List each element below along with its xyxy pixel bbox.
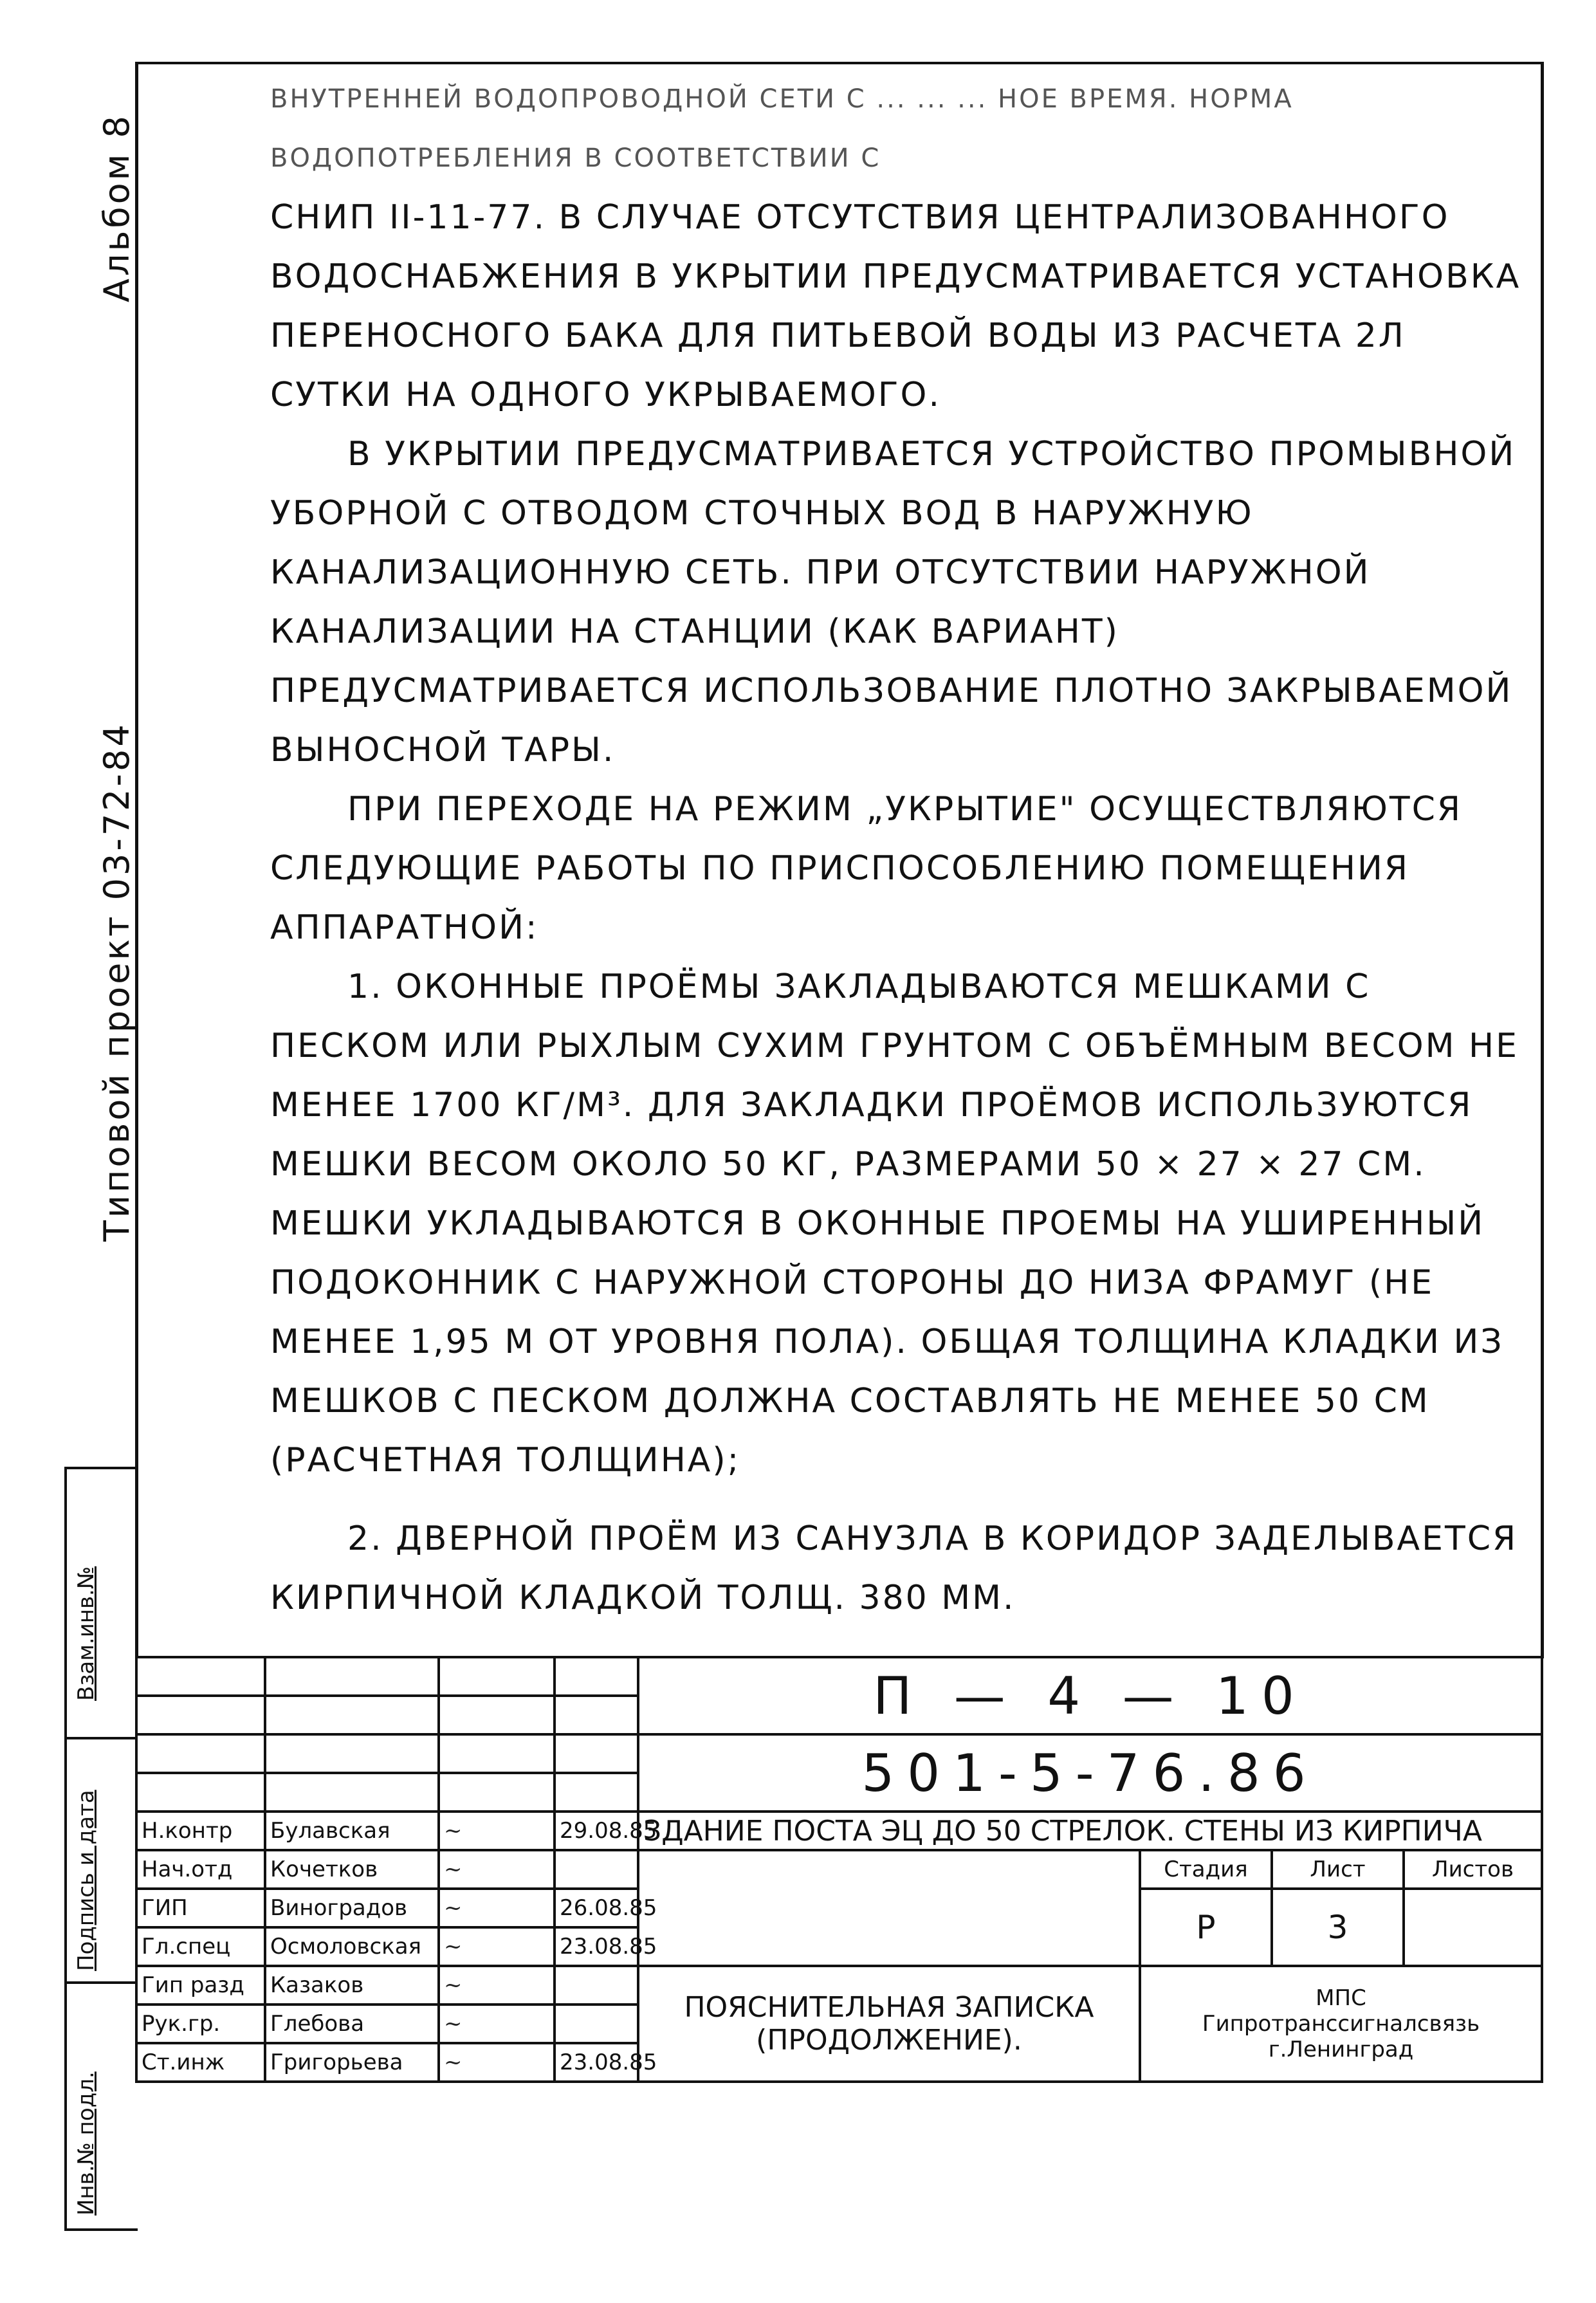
date-cell: 26.08.85 bbox=[555, 1889, 638, 1927]
name-cell: Кочетков bbox=[265, 1850, 439, 1889]
paragraph-4: 1. ОКОННЫЕ ПРОЁМЫ ЗАКЛАДЫВАЮТСЯ МЕШКАМИ С ПЕСКОМ ИЛИ РЫХЛЫМ СУХИМ ГРУНТОМ С ОБЪЁМНЫМ ВЕСОМ НЕ МЕНЕЕ 1700 КГ/М³. ДЛЯ ЗАКЛАДКИ ПРОЁМОВ ИСПОЛЬЗУЮТСЯ МЕШКИ ВЕСОМ ОКОЛО 50 КГ, РАЗМЕРАМИ 50 × 27 × 27 СМ. МЕШКИ УКЛАДЫВАЮТСЯ В ОКОННЫЕ ПРОЕМЫ НА УШИРЕННЫЙ ПОДОКОННИК С НАРУЖНОЙ СТОРОНЫ ДО НИЗА ФРАМУГ (НЕ МЕНЕЕ 1,95 М ОТ УРОВНЯ ПОЛА). ОБЩАЯ ТОЛЩИНА КЛАДКИ ИЗ МЕШКОВ С ПЕСКОМ ДОЛЖНА СОСТАВЛЯТЬ НЕ МЕНЕЕ 50 СМ (РАСЧЕТНАЯ ТОЛЩИНА); bbox=[270, 968, 1519, 1480]
name-cell: Григорьева bbox=[265, 2043, 439, 2082]
role-cell: Ст.инж bbox=[136, 2043, 265, 2082]
signature: ~ bbox=[439, 1927, 555, 1966]
organization-cell bbox=[1140, 1966, 1542, 2082]
sheets-label: Листов bbox=[1404, 1850, 1542, 1889]
empty-cell bbox=[555, 1734, 638, 1773]
org-name: Гипротранссигналсвязь bbox=[1202, 2011, 1480, 2037]
date-cell: 23.08.85 bbox=[555, 2043, 638, 2082]
role-cell: Нач.отд bbox=[136, 1850, 265, 1889]
date-cell bbox=[555, 2005, 638, 2043]
empty-cell bbox=[555, 1657, 638, 1696]
empty-cell bbox=[638, 1850, 1140, 1966]
empty-cell bbox=[555, 1773, 638, 1812]
org-city: г.Ленинград bbox=[1268, 2037, 1414, 2062]
signature: ~ bbox=[439, 1966, 555, 2005]
doc-name-cell bbox=[638, 1966, 1140, 2082]
name-cell: Казаков bbox=[265, 1966, 439, 2005]
signature: ~ bbox=[439, 1812, 555, 1850]
date-cell bbox=[555, 1850, 638, 1889]
stage-label: Стадия bbox=[1140, 1850, 1272, 1889]
empty-cell bbox=[136, 1657, 265, 1696]
empty-cell bbox=[136, 1696, 265, 1734]
name-cell: Осмоловская bbox=[265, 1927, 439, 1966]
album-label: Альбом 8 bbox=[96, 113, 137, 302]
paragraph-0: ВНУТРЕННЕЙ ВОДОПРОВОДНОЙ СЕТИ С ... ... ... НОЕ ВРЕМЯ. НОРМА ВОДОПОТРЕБЛЕНИЯ В СООТВЕТСТВИИ С bbox=[270, 84, 1294, 173]
doc-subname: (ПРОДОЛЖЕНИЕ). bbox=[756, 2024, 1022, 2057]
paragraph-5: 2. ДВЕРНОЙ ПРОЁМ ИЗ САНУЗЛА В КОРИДОР ЗАДЕЛЫВАЕТСЯ КИРПИЧНОЙ КЛАДКОЙ ТОЛЩ. 380 ММ. bbox=[270, 1519, 1518, 1617]
body-text bbox=[270, 69, 1525, 1628]
left-stamp-strip bbox=[64, 1467, 135, 2303]
empty-cell bbox=[555, 1696, 638, 1734]
empty-cell bbox=[136, 1773, 265, 1812]
sheets-value bbox=[1404, 1889, 1542, 1966]
signature: ~ bbox=[439, 1889, 555, 1927]
doc-title: ЗДАНИЕ ПОСТА ЭЦ ДО 50 СТРЕЛОК. СТЕНЫ ИЗ КИРПИЧА bbox=[638, 1812, 1542, 1850]
date-cell: 29.08.85 bbox=[555, 1812, 638, 1850]
paragraph-2: В УКРЫТИИ ПРЕДУСМАТРИВАЕТСЯ УСТРОЙСТВО ПРОМЫВНОЙ УБОРНОЙ С ОТВОДОМ СТОЧНЫХ ВОД В НАРУЖНУЮ КАНАЛИЗАЦИОННУЮ СЕТЬ. ПРИ ОТСУТСТВИИ НАРУЖНОЙ КАНАЛИЗАЦИИ НА СТАНЦИИ (КАК ВАРИАНТ) ПРЕДУСМАТРИВАЕТСЯ ИСПОЛЬЗОВАНИЕ ПЛОТНО ЗАКРЫВАЕМОЙ ВЫНОСНОЙ ТАРЫ. bbox=[270, 435, 1516, 769]
strip-podpis: Подпись и дата bbox=[73, 1790, 99, 1971]
name-cell: Булавская bbox=[265, 1812, 439, 1850]
empty-cell bbox=[439, 1773, 555, 1812]
signature: ~ bbox=[439, 1850, 555, 1889]
empty-cell bbox=[439, 1734, 555, 1773]
doc-code-1: П — 4 — 10 bbox=[638, 1657, 1542, 1734]
empty-cell bbox=[265, 1696, 439, 1734]
role-cell: Гл.спец bbox=[136, 1927, 265, 1966]
stage-value: Р bbox=[1140, 1889, 1272, 1966]
strip-podpis-cell bbox=[64, 1737, 138, 1984]
paragraph-1: СНИП II-11-77. В СЛУЧАЕ ОТСУТСТВИЯ ЦЕНТРАЛИЗОВАННОГО ВОДОСНАБЖЕНИЯ В УКРЫТИИ ПРЕДУСМАТРИВАЕТСЯ УСТАНОВКА ПЕРЕНОСНОГО БАКА ДЛЯ ПИТЬЕВОЙ ВОДЫ ИЗ РАСЧЕТА 2Л СУТКИ НА ОДНОГО УКРЫВАЕМОГО. bbox=[270, 198, 1521, 414]
strip-inv: Инв.№ подл. bbox=[73, 2071, 99, 2216]
empty-cell bbox=[136, 1734, 265, 1773]
name-cell: Виноградов bbox=[265, 1889, 439, 1927]
empty-cell bbox=[265, 1657, 439, 1696]
strip-vzam-cell bbox=[64, 1467, 138, 1739]
doc-name: ПОЯСНИТЕЛЬНАЯ ЗАПИСКА bbox=[684, 1991, 1094, 2024]
empty-cell bbox=[265, 1773, 439, 1812]
project-label: Типовой проект 03-72-84 bbox=[96, 722, 137, 1242]
date-cell: 23.08.85 bbox=[555, 1927, 638, 1966]
empty-cell bbox=[439, 1696, 555, 1734]
date-cell bbox=[555, 1966, 638, 2005]
doc-code-2: 501-5-76.86 bbox=[638, 1734, 1542, 1812]
role-cell: Рук.гр. bbox=[136, 2005, 265, 2043]
empty-cell bbox=[265, 1734, 439, 1773]
signature: ~ bbox=[439, 2005, 555, 2043]
signature: ~ bbox=[439, 2043, 555, 2082]
sheet-label: Лист bbox=[1272, 1850, 1404, 1889]
role-cell: Н.контр bbox=[136, 1812, 265, 1850]
name-cell: Глебова bbox=[265, 2005, 439, 2043]
role-cell: ГИП bbox=[136, 1889, 265, 1927]
role-cell: Гип разд bbox=[136, 1966, 265, 2005]
sheet-value: 3 bbox=[1272, 1889, 1404, 1966]
empty-cell bbox=[439, 1657, 555, 1696]
org-ministry: МПС bbox=[1316, 1985, 1366, 2011]
title-block bbox=[135, 1656, 1543, 2083]
paragraph-3: ПРИ ПЕРЕХОДЕ НА РЕЖИМ „УКРЫТИЕ" ОСУЩЕСТВЛЯЮТСЯ СЛЕДУЮЩИЕ РАБОТЫ ПО ПРИСПОСОБЛЕНИЮ ПОМЕЩЕНИЯ АППАРАТНОЙ: bbox=[270, 790, 1463, 947]
strip-vzam: Взам.инв.№ bbox=[73, 1566, 99, 1701]
strip-inv-cell bbox=[64, 1981, 138, 2231]
